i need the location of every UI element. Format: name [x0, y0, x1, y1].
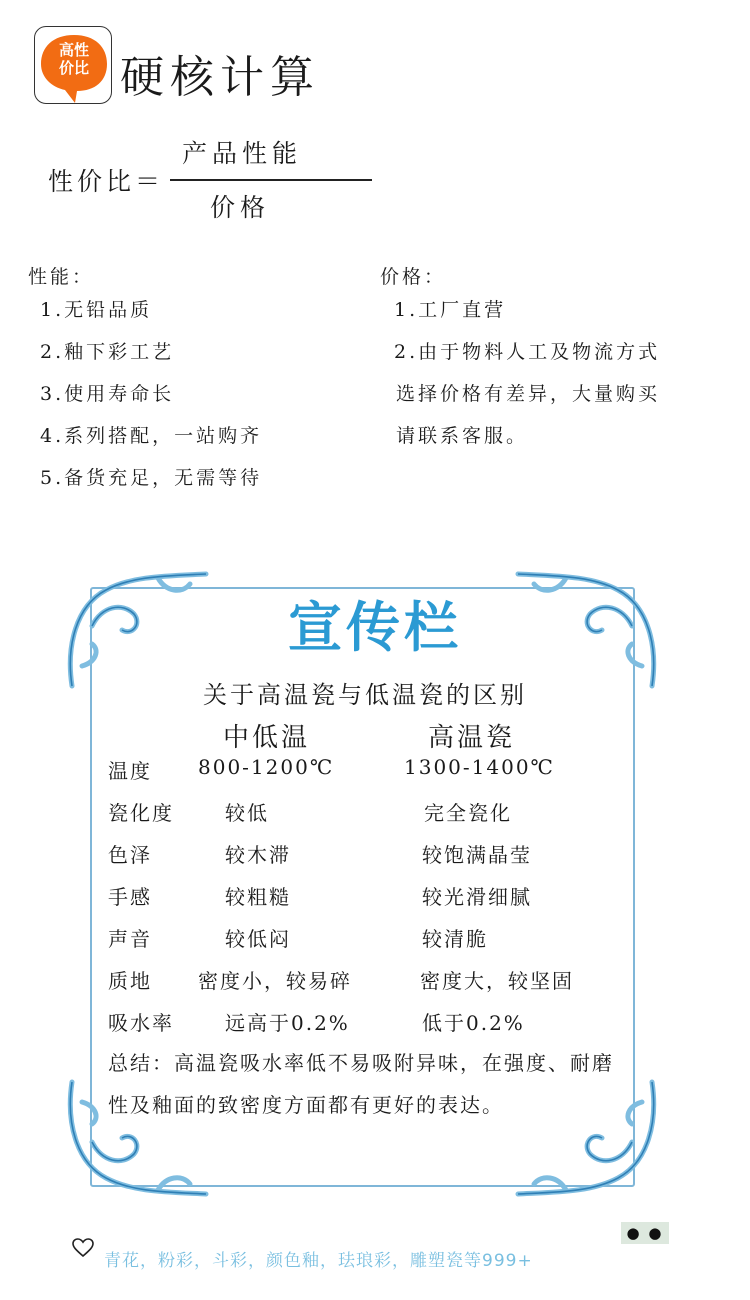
- column-high-temp: 高温瓷: [428, 723, 516, 753]
- row-label: 温度: [108, 759, 152, 783]
- heart-icon: [72, 1238, 94, 1258]
- fraction-bar: [170, 179, 372, 181]
- board-subtitle: 关于高温瓷与低温瓷的区别: [203, 681, 527, 709]
- row-high-value: 密度大，较坚固: [420, 969, 574, 993]
- page-title: 硬核计算: [120, 52, 320, 103]
- row-low-value: 800-1200℃: [198, 755, 335, 779]
- price-line: 请联系客服。: [396, 425, 529, 447]
- performance-item: 4.系列搭配，一站购齐: [40, 425, 263, 447]
- formula-denominator: 价格: [210, 193, 271, 222]
- row-label: 质地: [108, 969, 152, 993]
- column-low-temp: 中低温: [223, 723, 311, 753]
- badge-line-2: 价比: [58, 59, 89, 77]
- board-title: 宣传栏: [288, 596, 462, 659]
- formula-lhs: 性价比＝: [48, 167, 165, 196]
- row-low-value: 密度小，较易碎: [198, 969, 352, 993]
- performance-item: 1.无铅品质: [40, 299, 153, 321]
- row-label: 吸水率: [108, 1011, 174, 1035]
- footer-categories: 青花，粉彩，斗彩，颜色釉，珐琅彩，雕塑瓷等999+: [104, 1251, 533, 1271]
- performance-item: 3.使用寿命长: [40, 383, 175, 405]
- price-line: 1.工厂直营: [394, 299, 507, 321]
- carousel-dots[interactable]: ● ●: [621, 1222, 669, 1244]
- row-label: 手感: [108, 885, 152, 909]
- board-summary: 总结：高温瓷吸水率低不易吸附异味，在强度、耐磨性及釉面的致密度方面都有更好的表达。: [108, 1051, 614, 1117]
- row-high-value: 完全瓷化: [424, 801, 512, 825]
- price-heading: 价格：: [380, 266, 447, 288]
- row-high-value: 较清脆: [422, 927, 488, 951]
- row-low-value: 较粗糙: [225, 885, 291, 909]
- row-high-value: 较光滑细腻: [422, 885, 532, 909]
- performance-heading: 性能：: [28, 266, 95, 288]
- value-badge-icon: [34, 26, 112, 104]
- performance-item: 5.备货充足，无需等待: [40, 467, 263, 489]
- badge-line-1: 高性: [58, 41, 89, 59]
- performance-item: 2.釉下彩工艺: [40, 341, 175, 363]
- row-label: 色泽: [108, 843, 152, 867]
- row-low-value: 较低闷: [225, 927, 291, 951]
- formula-numerator: 产品性能: [182, 139, 303, 168]
- row-low-value: 较低: [225, 801, 269, 825]
- price-line: 选择价格有差异，大量购买: [396, 383, 661, 405]
- row-high-value: 较饱满晶莹: [422, 843, 532, 867]
- row-low-value: 远高于0.2%: [225, 1011, 350, 1035]
- row-low-value: 较木滞: [225, 843, 291, 867]
- row-label: 瓷化度: [108, 801, 174, 825]
- row-high-value: 1300-1400℃: [404, 755, 555, 779]
- price-line: 2.由于物料人工及物流方式: [394, 341, 661, 363]
- row-label: 声音: [108, 927, 152, 951]
- row-high-value: 低于0.2%: [422, 1011, 525, 1035]
